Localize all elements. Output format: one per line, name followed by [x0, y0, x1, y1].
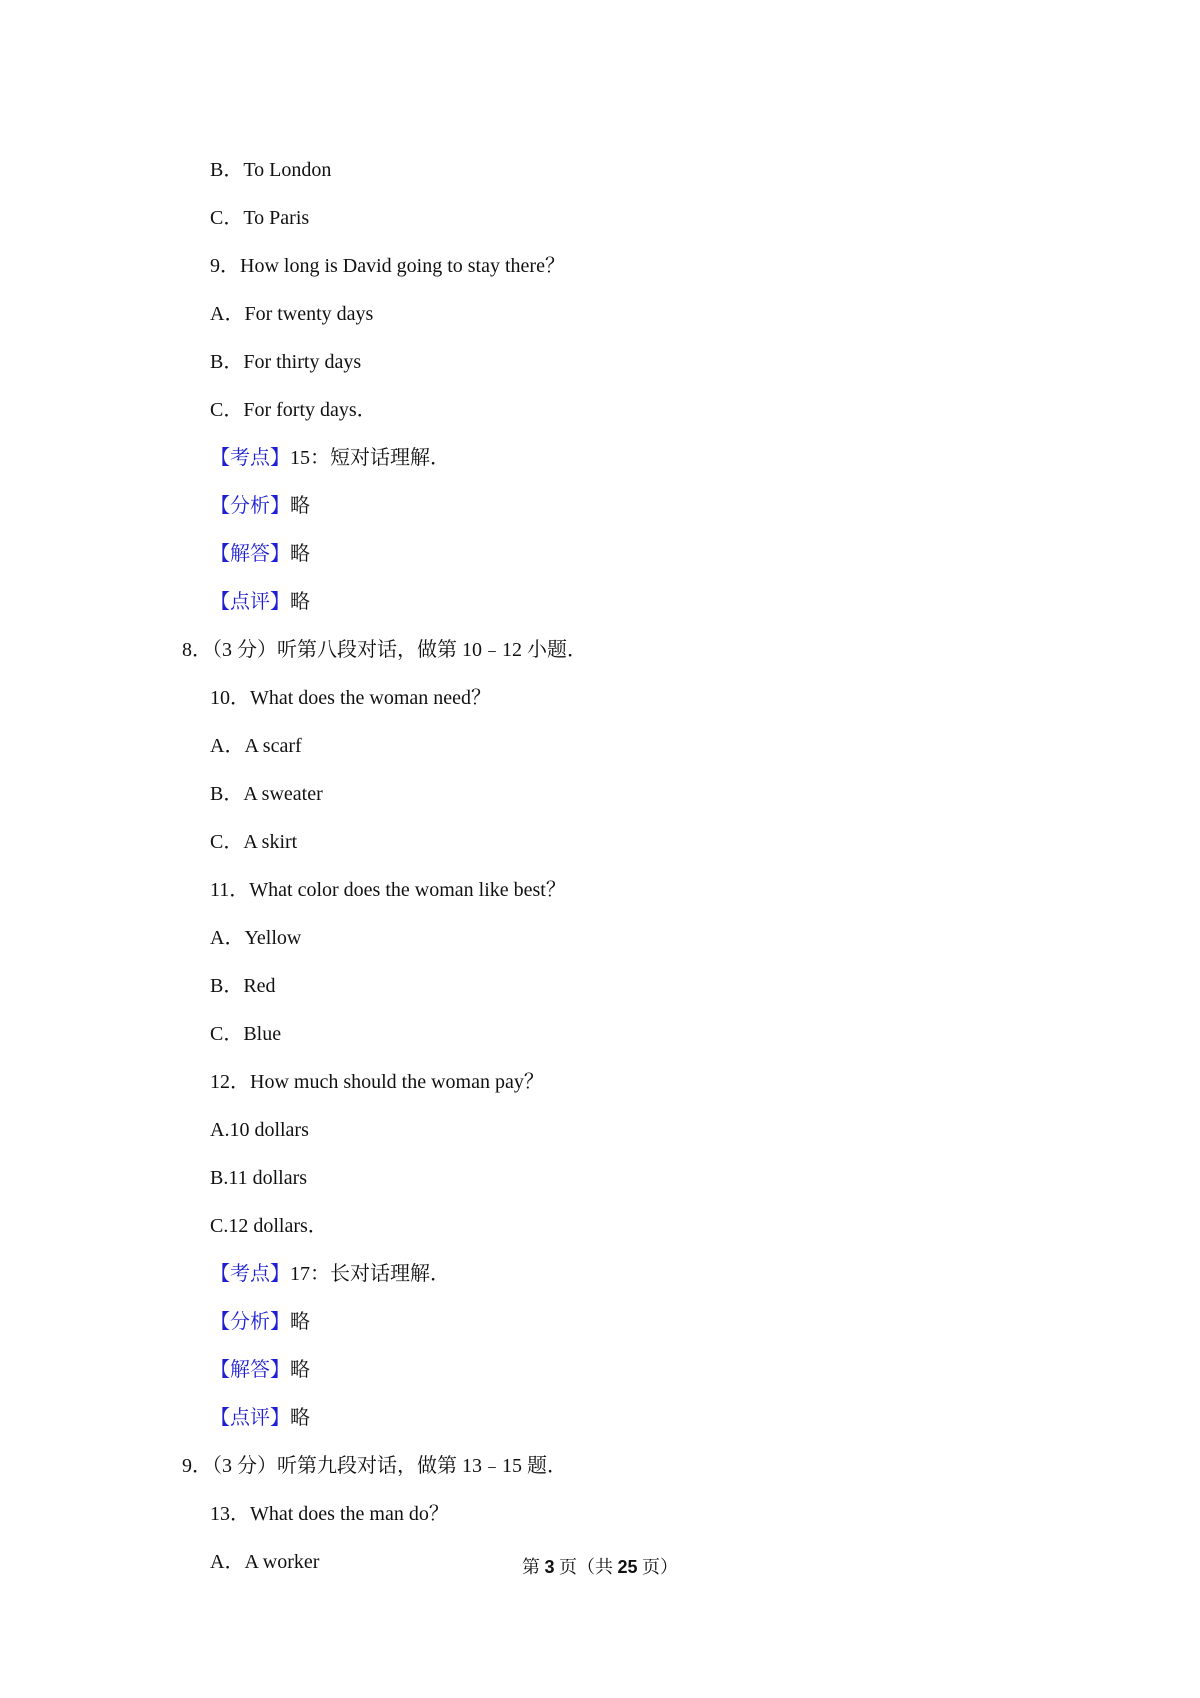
dianping-text: 略	[290, 591, 310, 613]
option-a-twenty-days: A．For twenty days	[210, 303, 374, 325]
option-a-worker: A．A worker	[210, 1551, 320, 1573]
fenxi-tag: 【分析】	[210, 1311, 290, 1333]
option-b-sweater: B．A sweater	[210, 783, 323, 805]
fenxi-text: 略	[290, 495, 310, 517]
kaodian-tag: 【考点】	[210, 447, 290, 469]
analysis-dianping-2	[210, 1405, 310, 1431]
question-11: 11．What color does the woman like best？	[210, 879, 566, 901]
dianping-tag: 【点评】	[210, 1407, 290, 1429]
option-a-scarf: A．A scarf	[210, 735, 302, 757]
question-10: 10．What does the woman need？	[210, 687, 492, 709]
question-9-header: 9．（3 分）听第九段对话，做第 13﹣15 题．	[182, 1455, 567, 1477]
option-c-skirt: C．A skirt	[210, 831, 298, 853]
option-b-london: B．To London	[210, 159, 332, 181]
option-b-thirty-days: B．For thirty days	[210, 351, 362, 373]
question-12: 12．How much should the woman pay？	[210, 1071, 544, 1093]
dianping-text: 略	[290, 1407, 310, 1429]
footer-page-number: 3	[544, 1557, 555, 1577]
option-c-blue: C．Blue	[210, 1023, 282, 1045]
question-9: 9．How long is David going to stay there？	[210, 255, 565, 277]
page-footer	[0, 1555, 1200, 1579]
question-13: 13．What does the man do？	[210, 1503, 449, 1525]
dianping-tag: 【点评】	[210, 591, 290, 613]
kaodian-text: 17：长对话理解．	[290, 1263, 450, 1285]
analysis-jieda-2	[210, 1357, 310, 1383]
option-c-12-dollars: C.12 dollars．	[210, 1215, 328, 1237]
jieda-text: 略	[290, 1359, 310, 1381]
jieda-tag: 【解答】	[210, 1359, 290, 1381]
analysis-jieda-1	[210, 541, 310, 567]
analysis-kaodian-1	[210, 445, 450, 471]
kaodian-tag: 【考点】	[210, 1263, 290, 1285]
option-c-forty-days: C．For forty days．	[210, 399, 377, 421]
jieda-tag: 【解答】	[210, 543, 290, 565]
analysis-fenxi-2	[210, 1309, 310, 1335]
footer-suffix: 页）	[637, 1557, 679, 1577]
footer-total-pages: 25	[617, 1557, 638, 1577]
option-c-paris: C．To Paris	[210, 207, 310, 229]
option-b-11-dollars: B.11 dollars	[210, 1167, 308, 1189]
option-b-red: B．Red	[210, 975, 276, 997]
option-a-10-dollars: A.10 dollars	[210, 1119, 309, 1141]
jieda-text: 略	[290, 543, 310, 565]
kaodian-text: 15：短对话理解．	[290, 447, 450, 469]
analysis-dianping-1	[210, 589, 310, 615]
footer-middle: 页（共	[554, 1557, 618, 1577]
analysis-fenxi-1	[210, 493, 310, 519]
option-a-yellow: A．Yellow	[210, 927, 302, 949]
analysis-kaodian-2	[210, 1261, 450, 1287]
fenxi-text: 略	[290, 1311, 310, 1333]
footer-prefix: 第	[521, 1557, 545, 1577]
question-8-header: 8．（3 分）听第八段对话，做第 10﹣12 小题．	[182, 639, 587, 661]
fenxi-tag: 【分析】	[210, 495, 290, 517]
